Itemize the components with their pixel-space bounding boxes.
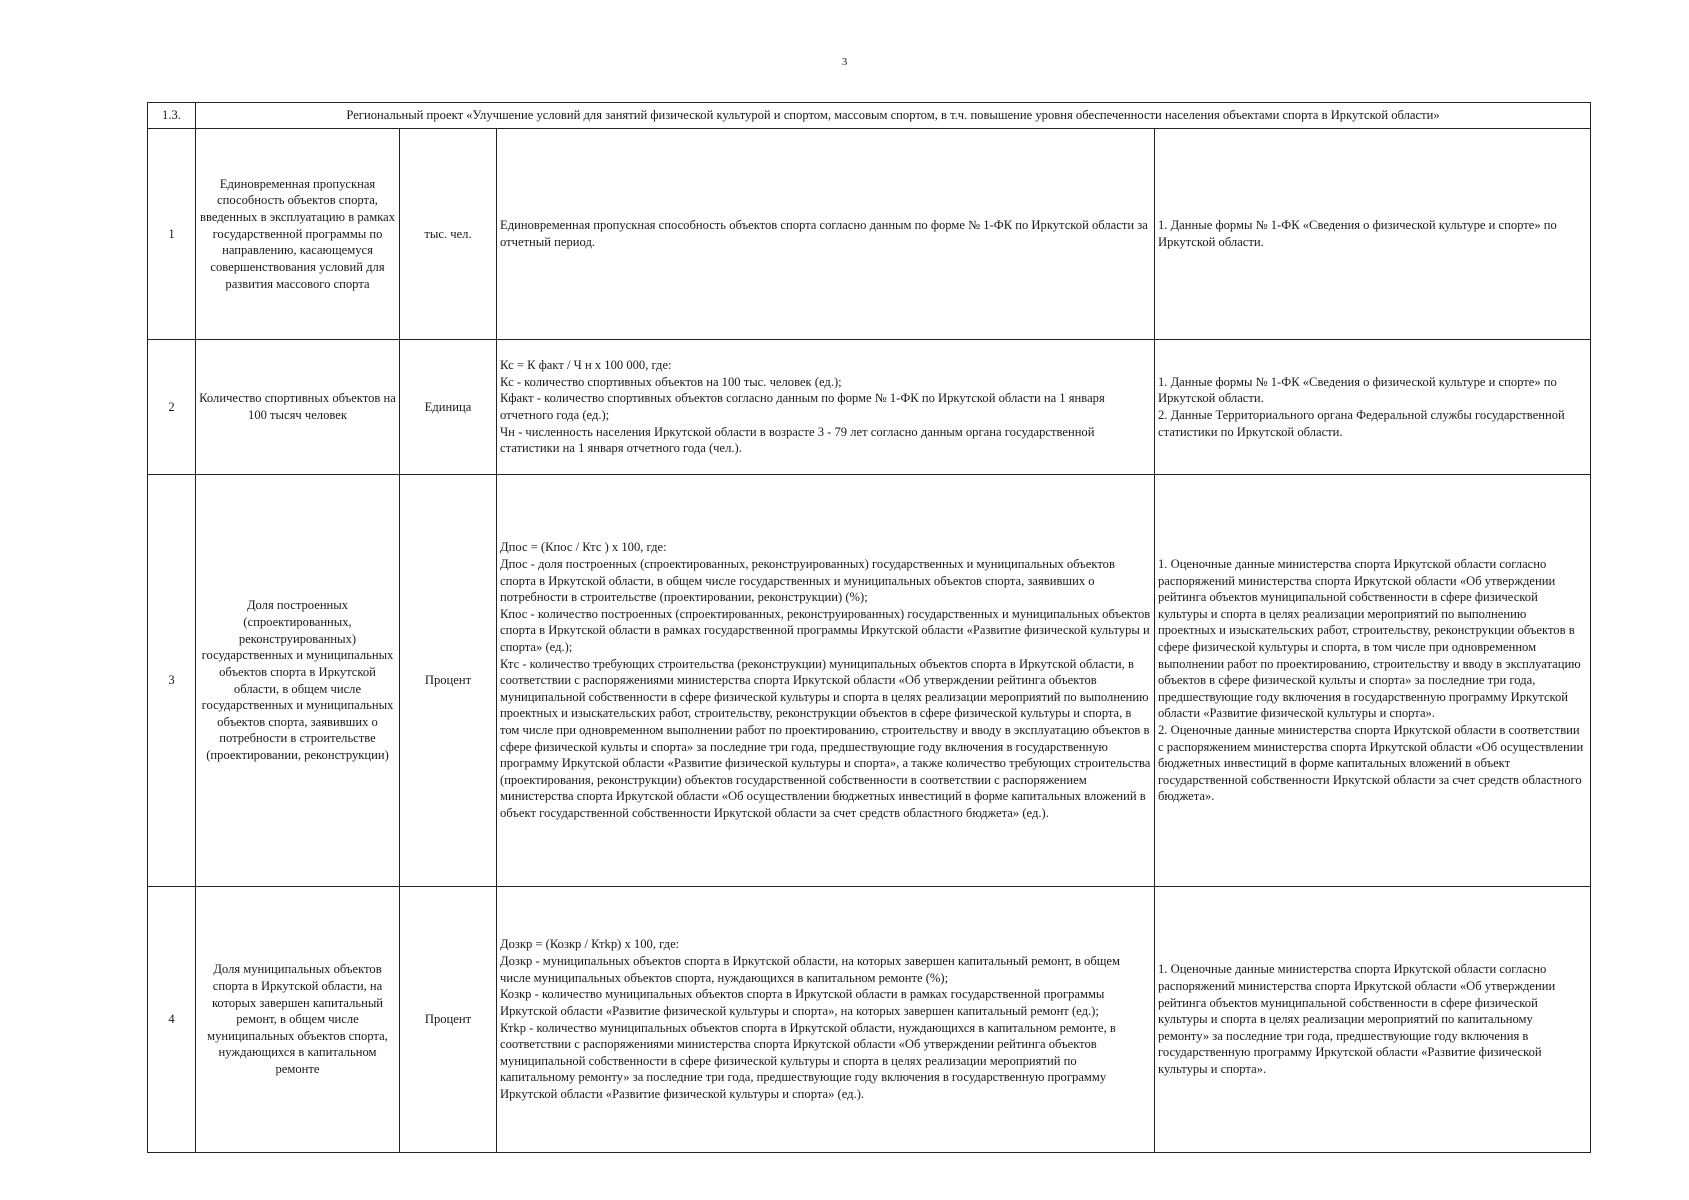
page-number: 3 <box>841 56 848 68</box>
calculation-method <box>497 475 1155 887</box>
row-number: 3 <box>148 475 196 887</box>
table-row <box>148 475 1591 887</box>
source-item: 2. Данные Территориального органа Федеральной службы государственной статистики по Иркутской области. <box>1158 408 1565 439</box>
unit-of-measure: Единица <box>400 340 497 475</box>
data-source <box>1155 887 1591 1153</box>
method-line: Кфакт - количество спортивных объектов согласно данным по форме № 1-ФК по Иркутской области на 1 января отчетного года (ед.); <box>500 391 1105 422</box>
method-line: Кс = К факт / Ч н х 100 000, где: <box>500 358 672 373</box>
unit-of-measure: Процент <box>400 475 497 887</box>
section-number: 1.3. <box>148 103 196 129</box>
method-line: Ктс - количество требующих строительства (реконструкции) муниципальных объектов спорта в Иркутской области, в соответствии с распоряжениями министерства спорта Иркутской области «Об утверждении рейтинга объектов муниципальной собственности в сфере физической культуры и спорта в целях реализации мероприятий по выполнению проектных и изыскательских работ, строительству, реконструкции объектов в сфере физической культуры и спорта, в том числе при одновременном выполнении работ по проектированию, строительству и вводу в эксплуатацию объектов в сфере физической культы и спорта» за последние три года, предшествующие году включения в государственную программу Иркутской области «Развитие физической культуры и спорта», а также количество требующих строительства (проектирования, реконструкции) объектов государственной собственности в соответствии с распоряжением министерства спорта Иркутской области «Об осуществлении бюджетных инвестиций в форме капитальных вложений в объект государственной собственности Иркутской области за счет средств областного бюджета» (ед.). <box>500 656 1151 821</box>
section-header-row <box>148 103 1591 129</box>
data-source <box>1155 129 1591 340</box>
method-line: Дпос = (Кпос / Ктс ) х 100, где: <box>500 540 667 555</box>
data-source <box>1155 340 1591 475</box>
row-number: 1 <box>148 129 196 340</box>
indicator-name: Доля муниципальных объектов спорта в Иркутской области, на которых завершен капитальный ремонт, в общем числе муниципальных объектов спорта, нуждающихся в капитальном ремонте <box>196 887 400 1153</box>
method-line: Дпос - доля построенных (спроектированных, реконструированных) государственных и муниципальных объектов спорта в Иркутской области, в общем числе государственных и муниципальных объектов спорта, заявивших о потребности в строительстве (проектировании, реконструкции) (%); <box>500 556 1115 605</box>
row-number: 4 <box>148 887 196 1153</box>
method-line: Козкр - количество муниципальных объектов спорта в Иркутской области в рамках государственной программы Иркутской области «Развитие физической культуры и спорта», на которых завершен капитальный ремонт (ед.); <box>500 987 1105 1018</box>
source-item: 1. Оценочные данные министерства спорта Иркутской области согласно распоряжений министерства спорта Иркутской области «Об утверждении рейтинга объектов муниципальной собственности в сфере физической культуры и спорта в целях реализации мероприятий по выполнению проектных и изыскательских работ, строительству, реконструкции объектов в сфере физической культуры и спорта, в том числе при одновременном выполнении работ по проектированию, строительству и вводу в эксплуатацию объектов в сфере физической культы и спорта» за последние три года, предшествующие году включения в государственную программу Иркутской области «Развитие физической культуры и спорта». <box>1158 556 1581 721</box>
method-line: Ктkp - количество муниципальных объектов спорта в Иркутской области, нуждающихся в капитальном ремонте, в соответствии с распоряжениями министерства спорта Иркутской области «Об утверждении рейтинга объектов муниципальной собственности в сфере физической культуры и спорта в целях реализации мероприятий по капитальному ремонту» за последние три года, предшествующие году включения в государственную программу Иркутской области «Развитие физической культуры и спорта» (ед.). <box>500 1020 1116 1101</box>
table-row <box>148 887 1591 1153</box>
indicator-name: Доля построенных (спроектированных, реконструированных) государственных и муниципальных объектов спорта в Иркутской области, в общем числе государственных и муниципальных объектов спорта, заявивших о потребности в строительстве (проектировании, реконструкции) <box>196 475 400 887</box>
source-item: 1. Оценочные данные министерства спорта Иркутской области согласно распоряжений министерства спорта Иркутской области «Об утверждении рейтинга объектов муниципальной собственности в сфере физической культуры и спорта в целях реализации мероприятий по капитальному ремонту» за последние три года, предшествующие году включения в государственную программу Иркутской области «Развитие физической культуры и спорта». <box>1158 962 1556 1077</box>
unit-of-measure: тыс. чел. <box>400 129 497 340</box>
unit-of-measure: Процент <box>400 887 497 1153</box>
calculation-method <box>497 129 1155 340</box>
source-item: 1. Данные формы № 1-ФК «Сведения о физической культуре и спорте» по Иркутской области. <box>1158 374 1557 406</box>
method-line: Дозкр - муниципальных объектов спорта в Иркутской области, на которых завершен капитальный ремонт, в общем числе муниципальных объектов спорта, нуждающихся в капитальном ремонте (%); <box>500 954 1120 985</box>
calculation-method <box>497 887 1155 1153</box>
indicator-name: Количество спортивных объектов на 100 тысяч человек <box>196 340 400 475</box>
method-line: Кс - количество спортивных объектов на 100 тыс. человек (ед.); <box>500 374 842 389</box>
table-row <box>148 129 1591 340</box>
data-source <box>1155 475 1591 887</box>
method-line: Чн - численность населения Иркутской области в возрасте 3 - 79 лет согласно данным органа государственной статистики на 1 января отчетного года (чел.). <box>500 424 1095 456</box>
source-item: 2. Оценочные данные министерства спорта Иркутской области в соответствии с распоряжением министерства спорта Иркутской области «Об осуществлении бюджетных инвестиций в форме капитальных вложений в объект государственной собственности Иркутской области за счет средств областного бюджета». <box>1158 723 1584 804</box>
method-line: Кпос - количество построенных (спроектированных, реконструированных) государственных и муниципальных объектов спорта в Иркутской области в рамках государственной программы Иркутской области «Развитие физической культуры и спорта» (ед.); <box>500 606 1151 654</box>
method-line: Единовременная пропускная способность объектов спорта согласно данным по форме № 1-ФК по Иркутской области за отчетный период. <box>500 218 1148 249</box>
indicators-table <box>147 102 1591 1153</box>
table-row <box>148 340 1591 475</box>
row-number: 2 <box>148 340 196 475</box>
calculation-method <box>497 340 1155 475</box>
section-title: Региональный проект «Улучшение условий для занятий физической культурой и спортом, массовым спортом, в т.ч. повышение уровня обеспеченности населения объектами спорта в Иркутской области» <box>196 103 1591 129</box>
indicator-name: Единовременная пропускная способность объектов спорта, введенных в эксплуатацию в рамках государственной программы по направлению, касающемуся совершенствования условий для развития массового спорта <box>196 129 400 340</box>
method-line: Дозкр = (Козкр / Ктkp) х 100, где: <box>500 937 680 952</box>
source-item: 1. Данные формы № 1-ФК «Сведения о физической культуре и спорте» по Иркутской области. <box>1158 218 1557 249</box>
